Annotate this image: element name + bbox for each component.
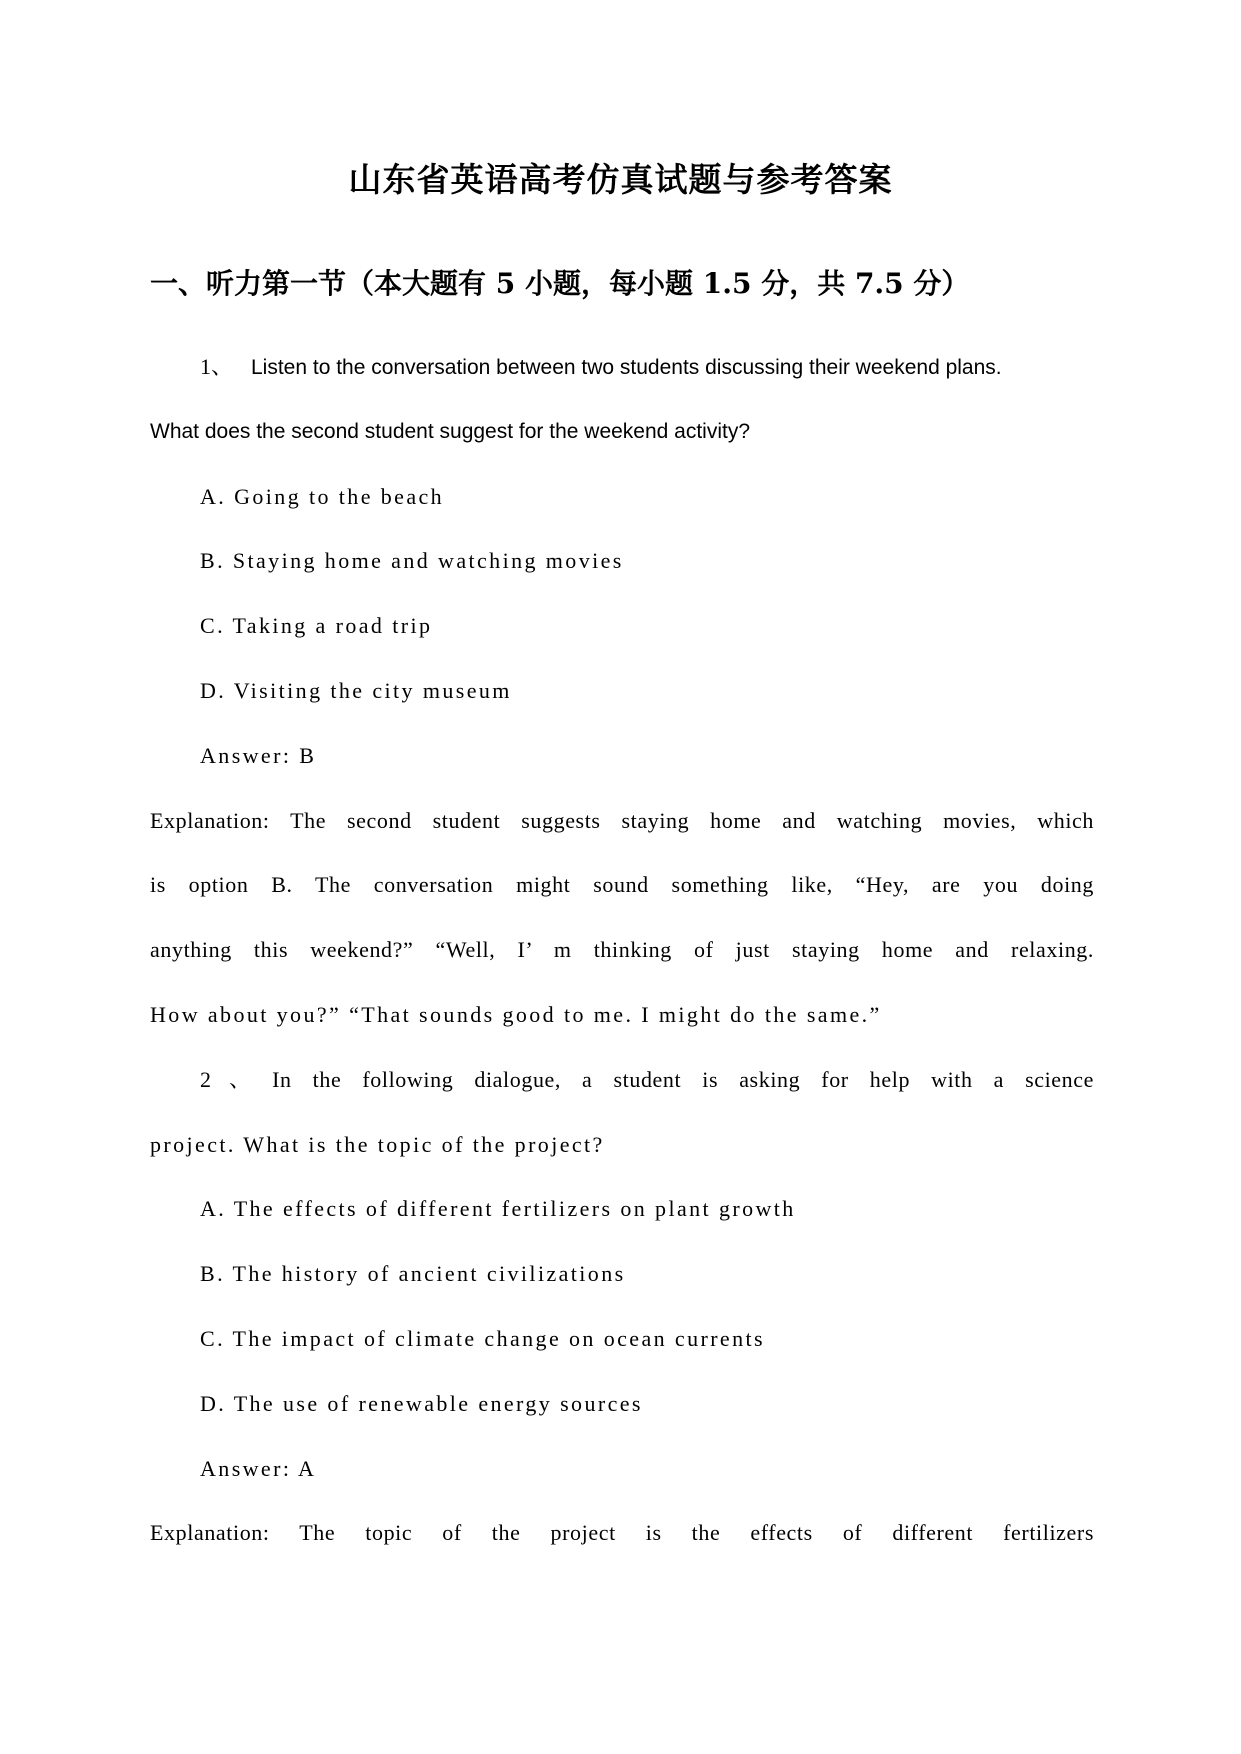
option-b: B. The history of ancient civilizations: [200, 1261, 626, 1287]
question-1-stem-line: [150, 335, 1094, 400]
option-a: A. The effects of different fertilizers on plant growth: [200, 1196, 796, 1222]
option-c: C. The impact of climate change on ocean currents: [200, 1325, 765, 1351]
option-a: A. Going to the beach: [200, 483, 445, 509]
question-2-stem-line: [150, 1048, 1094, 1113]
question-stem-text: In the following dialogue, a student is asking for help with a science: [272, 1066, 1094, 1092]
explanation-line: Explanation: The second student suggests staying home and watching movies, which: [150, 807, 1094, 833]
option-b: B. Staying home and watching movies: [200, 548, 624, 574]
document-body: [150, 335, 1094, 1566]
question-number: 2、: [200, 1066, 251, 1092]
answer-line: Answer: B: [200, 742, 317, 768]
answer-line: Answer: A: [200, 1455, 317, 1481]
section-heading: 一、听力第一节（本大题有 5 小题，每小题 1.5 分，共 7.5 分）: [150, 267, 970, 300]
question-stem-text: Listen to the conversation between two students discussing their weekend plans.: [251, 356, 1002, 379]
question-2-stem-line: project. What is the topic of the project?: [150, 1131, 605, 1157]
page-title: 山东省英语高考仿真试题与参考答案: [348, 160, 893, 199]
option-d: D. The use of renewable energy sources: [200, 1390, 643, 1416]
explanation-line: Explanation: The topic of the project is the effects of different fertilizers: [150, 1520, 1094, 1546]
question-1-stem-line: What does the second student suggest for the weekend activity?: [150, 419, 751, 443]
explanation-line: How about you?” “That sounds good to me. I might do the same.”: [150, 1001, 882, 1027]
explanation-line: is option B. The conversation might sound something like, “Hey, are you doing: [150, 872, 1094, 898]
option-d: D. Visiting the city museum: [200, 677, 512, 703]
option-c: C. Taking a road trip: [200, 613, 433, 639]
question-number: 1、: [200, 354, 234, 379]
explanation-line: anything this weekend?” “Well, I’ m thinking of just staying home and relaxing.: [150, 937, 1094, 963]
